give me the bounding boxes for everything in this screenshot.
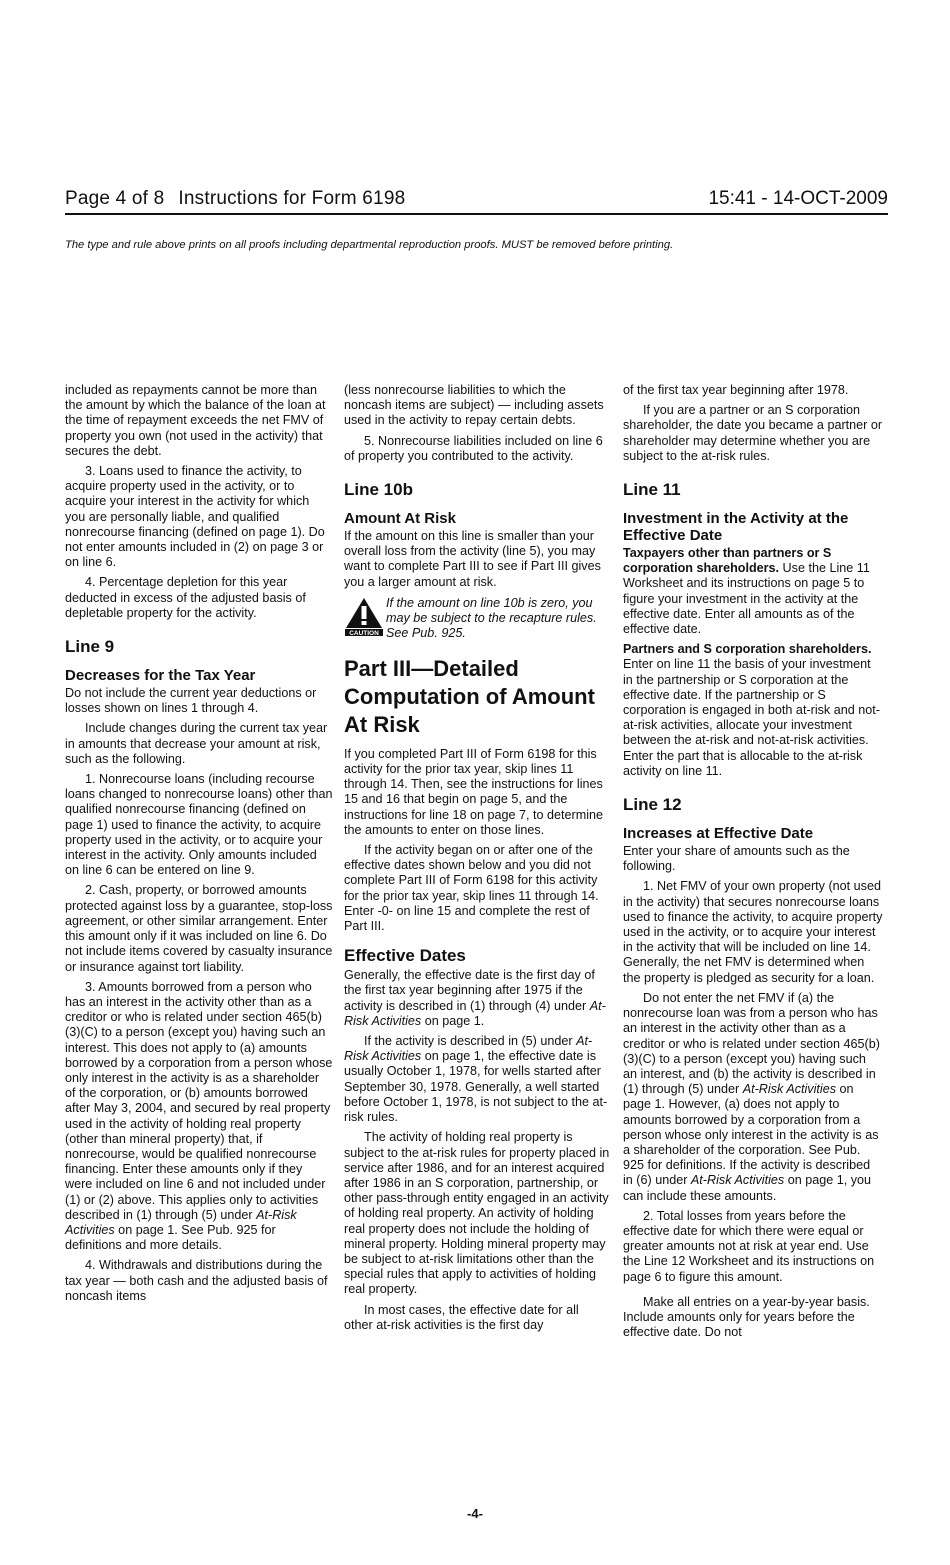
caution-note <box>344 596 610 641</box>
paragraph: Make all entries on a year-by-year basis. Include amounts only for years before the effective date. Do not <box>623 1294 870 1340</box>
column-2 <box>344 383 610 1338</box>
paragraph: 4. Withdrawals and distributions during the tax year — both cash and the adjusted basis of noncash items <box>65 1258 328 1303</box>
subheading-increases: Increases at Effective Date <box>623 825 814 843</box>
subheading-amount-at-risk: Amount At Risk <box>344 510 456 528</box>
paragraph: 2. Total losses from years before the effective date for which there were equal or greater amounts not at risk at year end. Use the Line 12 Worksheet and its instructions on page 6 to figure this amount. <box>623 1208 875 1284</box>
text-run: If the activity is described in (5) under <box>364 1034 577 1049</box>
caution-label: CAUTION <box>349 629 379 636</box>
text-run: Generally, the effective date is the first day of the first tax year beginning after 1975 if the activity is described in (1) through (4) under <box>344 968 595 1013</box>
paragraph <box>65 980 333 1254</box>
header-rule <box>65 213 888 215</box>
bold-run: Partners and S corporation shareholders. <box>623 642 872 657</box>
paragraph: included as repayments cannot be more than the amount by which the balance of the loan at the time of repayment exceeds the net FMV of property you own (not used in the activity) that secures the debt. <box>65 383 326 458</box>
section-heading-line-10b: Line 10b <box>344 480 413 500</box>
page-label: Page 4 of 8 <box>65 188 165 209</box>
paragraph: 1. Net FMV of your own property (not used in the activity) that secures nonrecourse loans used to finance the activity, to acquire property used in the activity, or to acquire your interest in the activity that will be included on line 14. Generally, the net FMV is determined when the property is pledged as security for a loan. <box>623 879 883 985</box>
italic-run: At-Risk Activities <box>65 1207 297 1237</box>
text-run: on page 1. However, (a) does not apply to amounts borrowed by a corporation from a person whose only interest in the activity is as a shareholder of the corporation. See Pub. 925 for definitions. If the activity is described in (6) under <box>623 1082 879 1188</box>
caution-text: If the amount on line 10b is zero, you may be subject to the recapture rules. See Pub. 925. <box>386 595 597 640</box>
section-heading-effective-dates: Effective Dates <box>344 946 466 966</box>
paragraph: In most cases, the effective date for all other at-risk activities is the first day <box>344 1302 579 1332</box>
paragraph: If the activity began on or after one of the effective dates shown below and you did not complete Part III of Form 6198 for this activity for the prior tax year, skip lines 11 through 14. Enter -0- on line 15 and complete the rest of Part III. <box>344 843 599 934</box>
paragraph: Do not include the current year deductions or losses shown on lines 1 through 4. <box>65 686 317 716</box>
paragraph: Enter your share of amounts such as the following. <box>623 844 850 874</box>
text-run: on page 1, the effective date is usually October 1, 1978, for wells started after September 30, 1978. Generally, a well started before October 1, 1978, is not subject to the at-risk rules. <box>344 1049 608 1125</box>
header-timestamp: 15:41 - 14-OCT-2009 <box>708 188 888 209</box>
paragraph: of the first tax year beginning after 1978. <box>623 383 849 397</box>
proof-note: The type and rule above prints on all proofs including departmental reproduction proofs. MUST be removed before printing. <box>65 239 674 251</box>
text-run: on page 1. <box>421 1013 485 1028</box>
paragraph <box>623 546 883 637</box>
header-left <box>65 188 405 210</box>
paragraph <box>344 968 610 1029</box>
italic-run: At-Risk Activities <box>742 1082 836 1097</box>
italic-run: At-Risk Activities <box>344 998 606 1028</box>
text-run: Use the Line 11 Worksheet and its instructions on page 5 to figure your investment in the activity at the effective date. Enter all amounts as of the effective date. <box>623 561 870 637</box>
column-3 <box>623 383 883 1345</box>
paragraph: The activity of holding real property is subject to the at-risk rules for property placed in service after 1986, and for an interest acquired after 1986 in an S corporation, partnership, or other pass-through entity engaged in an activity of holding real property. An activity of holding real property does not include the holding of mineral property. Holding mineral property may be subject to at-risk limitations other than the special rules that apply to activities of holding real property. <box>344 1130 610 1297</box>
paragraph: If you are a partner or an S corporation shareholder, the date you became a partner or shareholder may determine whether you are subject to the at-risk rules. <box>623 403 883 463</box>
paragraph: Include changes during the current tax year in amounts that decrease your amount at risk, such as the following. <box>65 721 328 766</box>
section-heading-line-9: Line 9 <box>65 637 115 657</box>
paragraph: If you completed Part III of Form 6198 for this activity for the prior tax year, skip lines 11 through 14. Then, see the instructions for lines 15 and 16 that begin on page 5, and the instructions for line 18 on page 7, to determine the amounts to enter on those lines. <box>344 746 604 837</box>
paragraph: If the amount on this line is smaller than your overall loss from the activity (line 5), you may want to complete Part III to see if Part III gives you a larger amount at risk. <box>344 529 601 589</box>
paragraph: 3. Loans used to finance the activity, to acquire property used in the activity, or to acquire your interest in the activity for which you are personally liable, and qualified nonrecourse financing (defined on page 1). Do not enter amounts included in (2) on page 3 or on line 6. <box>65 464 325 570</box>
subheading-decreases: Decreases for the Tax Year <box>65 667 256 685</box>
paragraph: 1. Nonrecourse loans (including recourse loans changed to nonrecourse loans) other than qualified nonrecourse financing (defined on page 1) used to finance the activity, to acquire property used in the activity, or to acquire your interest in the activity. Only amounts included on line 6 can be entered on line 9. <box>65 772 333 878</box>
paragraph: 5. Nonrecourse liabilities included on line 6 of property you contributed to the activity. <box>344 433 603 463</box>
paragraph: 4. Percentage depletion for this year deducted in excess of the adjusted basis of depletable property for the activity. <box>65 575 306 620</box>
page-number: -4- <box>467 1506 483 1521</box>
paragraph <box>344 1034 610 1125</box>
column-1 <box>65 383 333 1309</box>
paragraph: 2. Cash, property, or borrowed amounts protected against loss by a guarantee, stop-loss agreement, or other similar arrangement. Enter this amount only if it was included on line 6. Do not include items covered by casualty insurance or insurance against tort liability. <box>65 883 333 974</box>
text-run: on page 1. See Pub. 925 for definitions and more details. <box>65 1222 276 1253</box>
text-run: on page 1, you can include these amounts. <box>623 1173 872 1203</box>
paragraph <box>623 991 883 1204</box>
paragraph: (less nonrecourse liabilities to which the noncash items are subject) — including assets used in the activity to repay certain debts. <box>344 383 604 428</box>
text-run: Enter on line 11 the basis of your investment in the partnership or S corporation at the effective date. If the partnership or S corporation is engaged in both at-risk and not-at-risk activities, allocate your investment between the at-risk and not-at-risk activities. Enter the part that is allocable to the at-risk activity on line 11. <box>623 657 880 778</box>
paragraph <box>623 642 883 779</box>
subheading-investment: Investment in the Activity at the Effective Date <box>623 510 849 545</box>
italic-run: At-Risk Activities <box>690 1173 785 1188</box>
doc-title: Instructions for Form 6198 <box>178 188 406 209</box>
bold-run: Taxpayers other than partners or S corporation shareholders. <box>623 546 832 576</box>
text-run: 3. Amounts borrowed from a person who has an interest in the activity other than as a creditor or who is related under section 465(b)(3)(C) to a person (except you) having such an interest. This does not apply to (a) amounts borrowed by a corporation from a person whose only interest in the activity is as a shareholder of the corporation, or (b) amounts borrowed after May 3, 2004, and secured by real property used in the activity of holding real property (other than mineral property) that, if nonrecourse, would be qualified nonrecourse financing. Enter these amounts only if they were included on line 6 and not included under (1) or (2) above. This applies only to activities described in (1) through (5) under <box>65 979 333 1222</box>
section-heading-line-11: Line 11 <box>623 480 681 500</box>
text-run: Do not enter the net FMV if (a) the nonrecourse loan was from a person who has an interest in the activity other than as a creditor or who is related under section 465(b)(3)(C) to a person (except you) having such an interest, and (b) the activity is described in (1) through (5) under <box>623 990 880 1097</box>
part-iii-heading: Part III—Detailed Computation of Amount At Risk <box>344 655 595 737</box>
section-heading-line-12: Line 12 <box>623 795 682 815</box>
caution-icon <box>344 596 386 641</box>
italic-run: At-Risk Activities <box>344 1034 593 1064</box>
